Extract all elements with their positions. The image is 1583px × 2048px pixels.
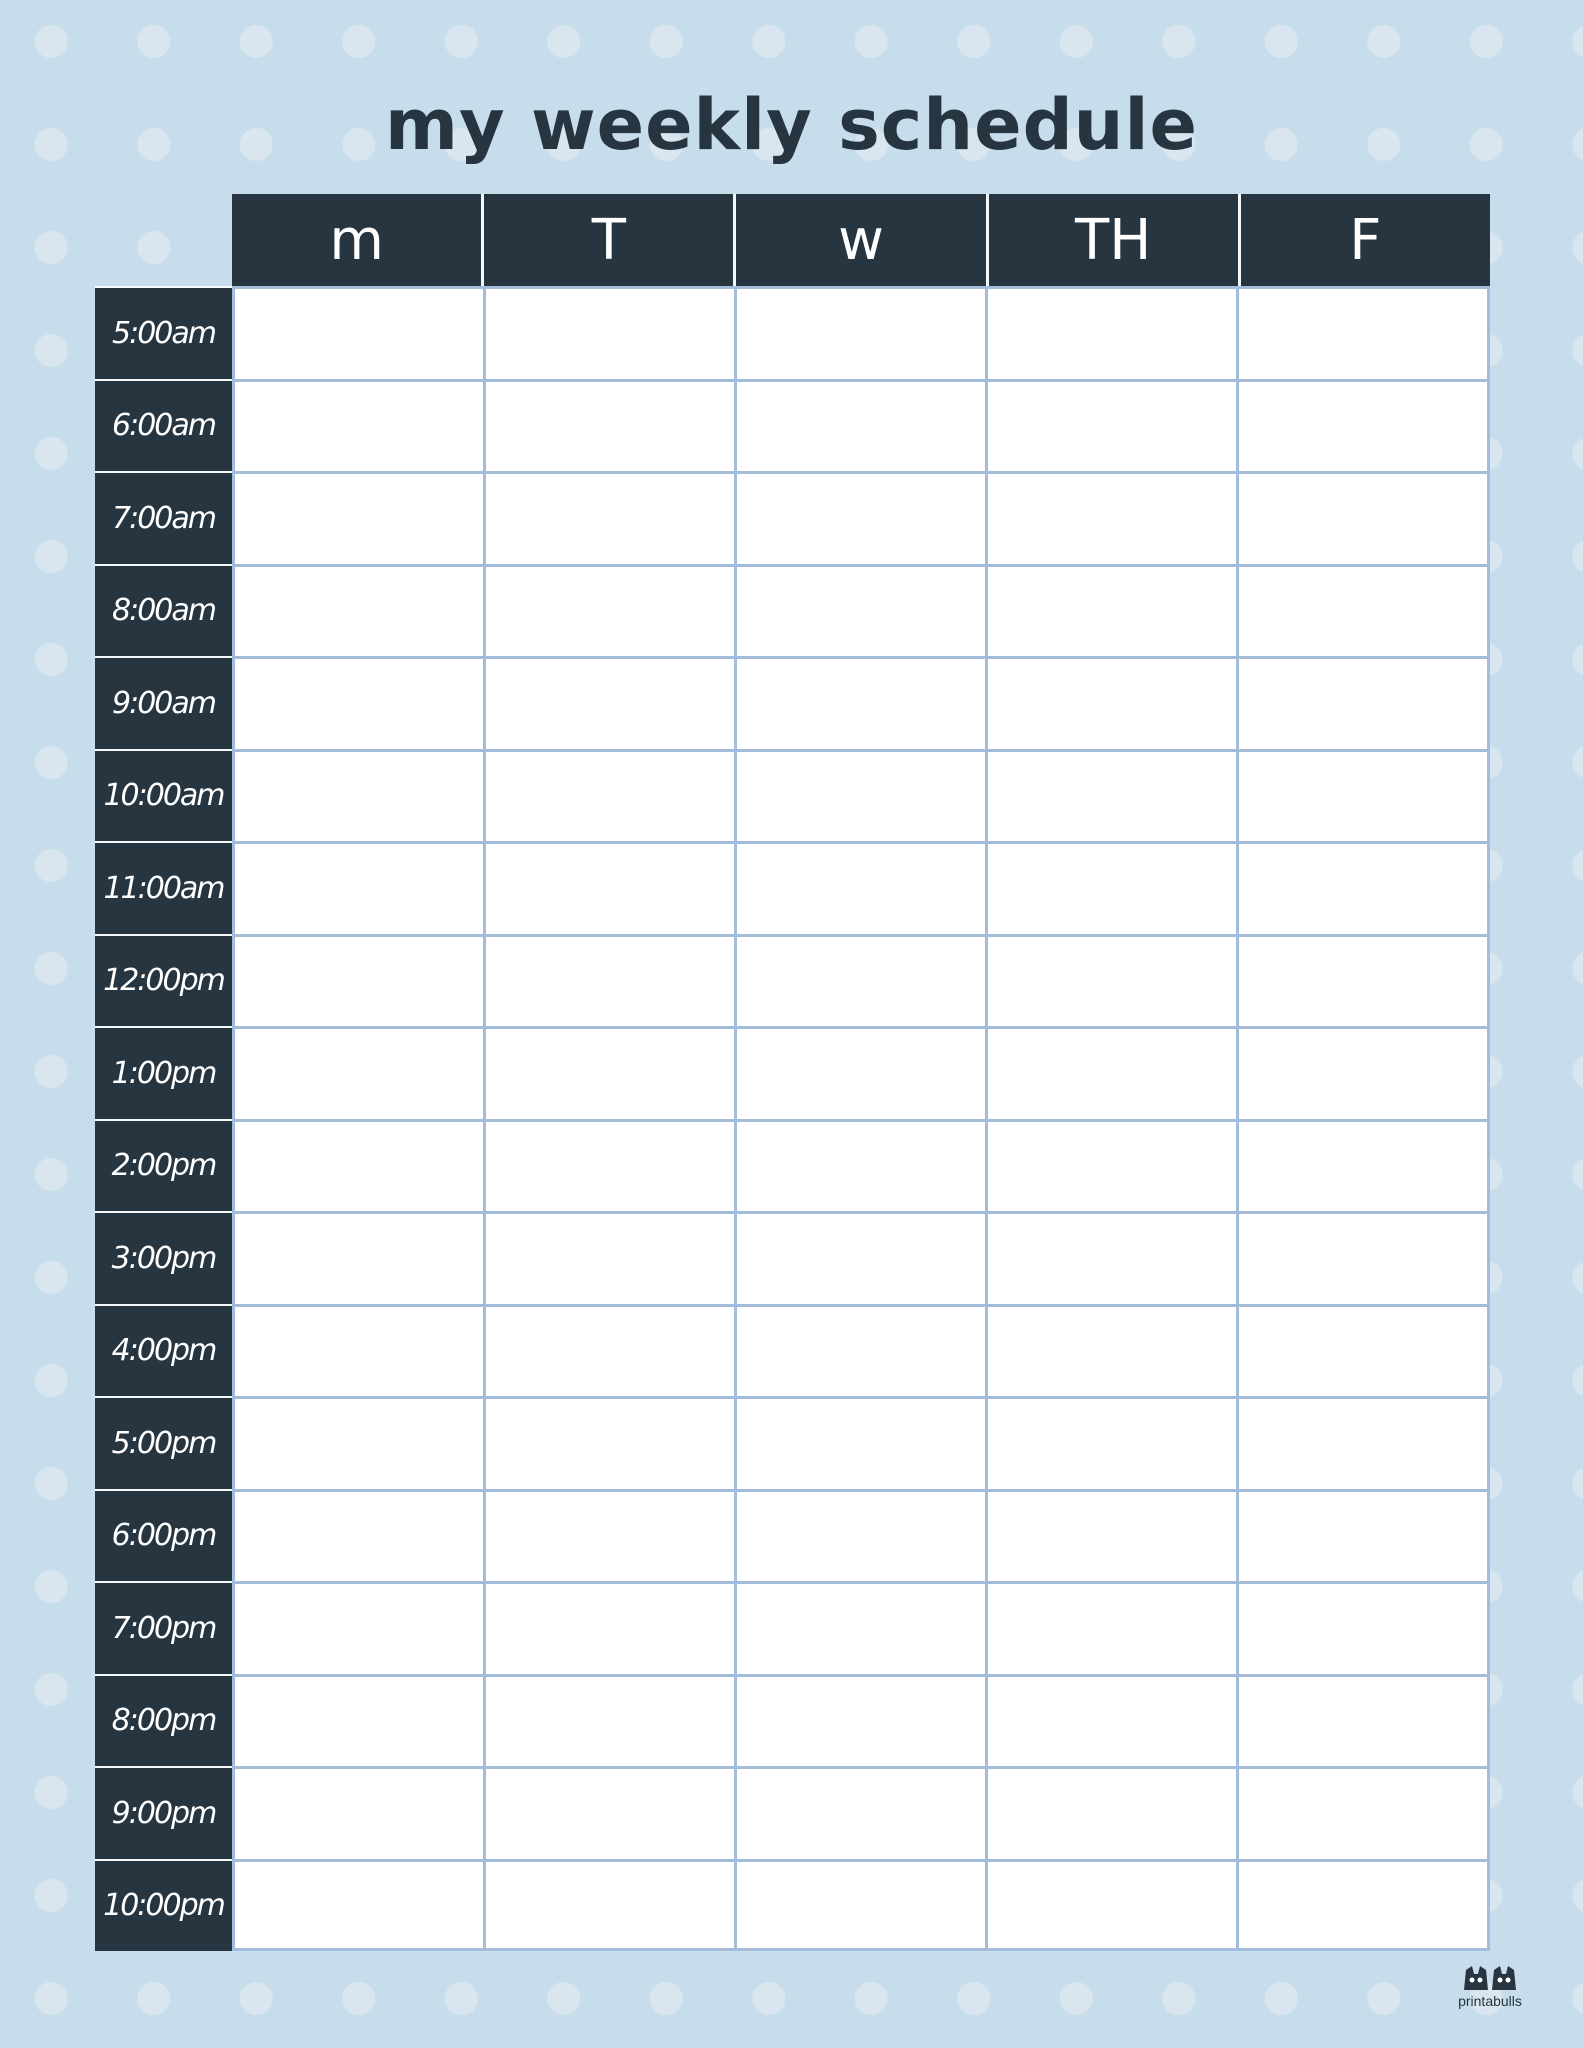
schedule-cell[interactable]: [483, 1674, 734, 1767]
schedule-cell[interactable]: [232, 286, 483, 379]
schedule-row: [95, 1674, 1490, 1767]
time-label: 8:00pm: [95, 1674, 232, 1767]
schedule-cell[interactable]: [232, 471, 483, 564]
schedule-cell[interactable]: [483, 1766, 734, 1859]
time-label: 5:00pm: [95, 1396, 232, 1489]
schedule-row: [95, 564, 1490, 657]
schedule-cell[interactable]: [734, 1581, 985, 1674]
schedule-cell[interactable]: [1236, 1211, 1490, 1304]
schedule-cell[interactable]: [734, 1396, 985, 1489]
schedule-cell[interactable]: [232, 934, 483, 1027]
schedule-cell[interactable]: [985, 841, 1236, 934]
time-label: 9:00pm: [95, 1766, 232, 1859]
schedule-cell[interactable]: [734, 934, 985, 1027]
schedule-cell[interactable]: [1236, 1859, 1490, 1952]
time-label: 7:00am: [95, 471, 232, 564]
schedule-cell[interactable]: [985, 471, 1236, 564]
schedule-cell[interactable]: [1236, 1119, 1490, 1212]
schedule-cell[interactable]: [985, 564, 1236, 657]
schedule-row: [95, 1859, 1490, 1952]
schedule-cell[interactable]: [1236, 749, 1490, 842]
day-header-monday: m: [329, 207, 384, 273]
schedule-cell[interactable]: [483, 1304, 734, 1397]
schedule-cell[interactable]: [483, 471, 734, 564]
schedule-cell[interactable]: [985, 1859, 1236, 1952]
schedule-row: [95, 1026, 1490, 1119]
schedule-cell[interactable]: [1236, 564, 1490, 657]
schedule-cell[interactable]: [985, 286, 1236, 379]
schedule-cell[interactable]: [232, 749, 483, 842]
schedule-cell[interactable]: [1236, 286, 1490, 379]
schedule-cell[interactable]: [734, 1766, 985, 1859]
time-label: 11:00am: [95, 841, 232, 934]
time-label: 8:00am: [95, 564, 232, 657]
schedule-row: [95, 1304, 1490, 1397]
schedule-cell[interactable]: [1236, 1026, 1490, 1119]
bulldog-logo-icon: [1460, 1962, 1520, 1992]
schedule-row: [95, 1396, 1490, 1489]
schedule-cell[interactable]: [483, 564, 734, 657]
schedule-cell[interactable]: [985, 1581, 1236, 1674]
schedule-cell[interactable]: [483, 934, 734, 1027]
schedule-cell[interactable]: [232, 1766, 483, 1859]
schedule-cell[interactable]: [734, 471, 985, 564]
schedule-cell[interactable]: [483, 841, 734, 934]
schedule-row: [95, 286, 1490, 379]
time-label: 10:00pm: [95, 1859, 232, 1952]
time-label: 2:00pm: [95, 1119, 232, 1212]
schedule-cell[interactable]: [734, 1674, 985, 1767]
schedule-cell[interactable]: [483, 1026, 734, 1119]
time-label: 3:00pm: [95, 1211, 232, 1304]
printabulls-logo: [1450, 1962, 1530, 2022]
schedule-cell[interactable]: [232, 564, 483, 657]
time-label: 6:00pm: [95, 1489, 232, 1582]
schedule-cell[interactable]: [483, 1119, 734, 1212]
schedule-cell[interactable]: [232, 841, 483, 934]
time-label: 9:00am: [95, 656, 232, 749]
schedule-cell[interactable]: [1236, 1766, 1490, 1859]
schedule-cell[interactable]: [985, 1211, 1236, 1304]
schedule-row: [95, 1119, 1490, 1212]
time-label: 7:00pm: [95, 1581, 232, 1674]
schedule-cell[interactable]: [734, 379, 985, 472]
day-header-row: [232, 194, 1490, 286]
schedule-row: [95, 1211, 1490, 1304]
page-title: my weekly schedule: [385, 84, 1198, 166]
day-header-tuesday: T: [481, 194, 733, 286]
schedule-cell[interactable]: [232, 1859, 483, 1952]
schedule-cell[interactable]: [734, 1859, 985, 1952]
time-label: 4:00pm: [95, 1304, 232, 1397]
schedule-cell[interactable]: [232, 1304, 483, 1397]
schedule-cell[interactable]: [232, 1581, 483, 1674]
time-label: 6:00am: [95, 379, 232, 472]
schedule-cell[interactable]: [232, 1119, 483, 1212]
schedule-cell[interactable]: [483, 1396, 734, 1489]
schedule-cell[interactable]: [1236, 1581, 1490, 1674]
schedule-cell[interactable]: [1236, 471, 1490, 564]
schedule-cell[interactable]: [1236, 379, 1490, 472]
schedule-cell[interactable]: [232, 1026, 483, 1119]
day-header-thursday: TH: [986, 194, 1238, 286]
schedule-cell[interactable]: [985, 1674, 1236, 1767]
schedule-cell[interactable]: [734, 656, 985, 749]
schedule-cell[interactable]: [734, 841, 985, 934]
schedule-cell[interactable]: [985, 749, 1236, 842]
time-label: 5:00am: [95, 286, 232, 379]
schedule-cell[interactable]: [985, 934, 1236, 1027]
day-header-friday: F: [1238, 194, 1490, 286]
schedule-row: [95, 749, 1490, 842]
schedule-row: [95, 656, 1490, 749]
schedule-row: [95, 1581, 1490, 1674]
schedule-cell[interactable]: [483, 1859, 734, 1952]
schedule-cell[interactable]: [734, 286, 985, 379]
schedule-cell[interactable]: [232, 656, 483, 749]
day-header-wednesday: w: [733, 194, 985, 286]
time-label: 10:00am: [95, 749, 232, 842]
schedule-cell[interactable]: [232, 1489, 483, 1582]
schedule-cell[interactable]: [985, 1119, 1236, 1212]
schedule-cell[interactable]: [1236, 934, 1490, 1027]
schedule-row: [95, 1766, 1490, 1859]
schedule-cell[interactable]: [483, 749, 734, 842]
schedule-row: [95, 471, 1490, 564]
schedule-cell[interactable]: [483, 1581, 734, 1674]
schedule-cell[interactable]: [985, 1396, 1236, 1489]
schedule-cell[interactable]: [1236, 1489, 1490, 1582]
schedule-cell[interactable]: [985, 379, 1236, 472]
schedule-cell[interactable]: [232, 1396, 483, 1489]
schedule-cell[interactable]: [1236, 1674, 1490, 1767]
schedule-cell[interactable]: [734, 1026, 985, 1119]
schedule-cell[interactable]: [483, 1489, 734, 1582]
schedule-cell[interactable]: [985, 1489, 1236, 1582]
time-label: 12:00pm: [95, 934, 232, 1027]
schedule-row: [95, 934, 1490, 1027]
schedule-cell[interactable]: [483, 656, 734, 749]
schedule-cell[interactable]: [1236, 1396, 1490, 1489]
schedule-cell[interactable]: [232, 1674, 483, 1767]
schedule-cell[interactable]: [734, 749, 985, 842]
schedule-cell[interactable]: [483, 286, 734, 379]
schedule-cell[interactable]: [734, 1211, 985, 1304]
schedule-cell[interactable]: [1236, 1304, 1490, 1397]
schedule-cell[interactable]: [483, 1211, 734, 1304]
schedule-cell[interactable]: [1236, 841, 1490, 934]
schedule-cell[interactable]: [734, 1304, 985, 1397]
schedule-cell[interactable]: [1236, 656, 1490, 749]
schedule-row: [95, 841, 1490, 934]
schedule-cell[interactable]: [985, 1304, 1236, 1397]
schedule-cell[interactable]: [985, 656, 1236, 749]
logo-text: printabulls: [1458, 1993, 1522, 2009]
schedule-cell[interactable]: [734, 1489, 985, 1582]
schedule-cell[interactable]: [734, 564, 985, 657]
schedule-grid: [95, 286, 1490, 1951]
schedule-cell[interactable]: [734, 1119, 985, 1212]
schedule-cell[interactable]: [483, 379, 734, 472]
schedule-row: [95, 379, 1490, 472]
schedule-cell[interactable]: [232, 379, 483, 472]
schedule-row: [95, 1489, 1490, 1582]
schedule-cell[interactable]: [232, 1211, 483, 1304]
schedule-cell[interactable]: [985, 1026, 1236, 1119]
schedule-cell[interactable]: [985, 1766, 1236, 1859]
time-label: 1:00pm: [95, 1026, 232, 1119]
